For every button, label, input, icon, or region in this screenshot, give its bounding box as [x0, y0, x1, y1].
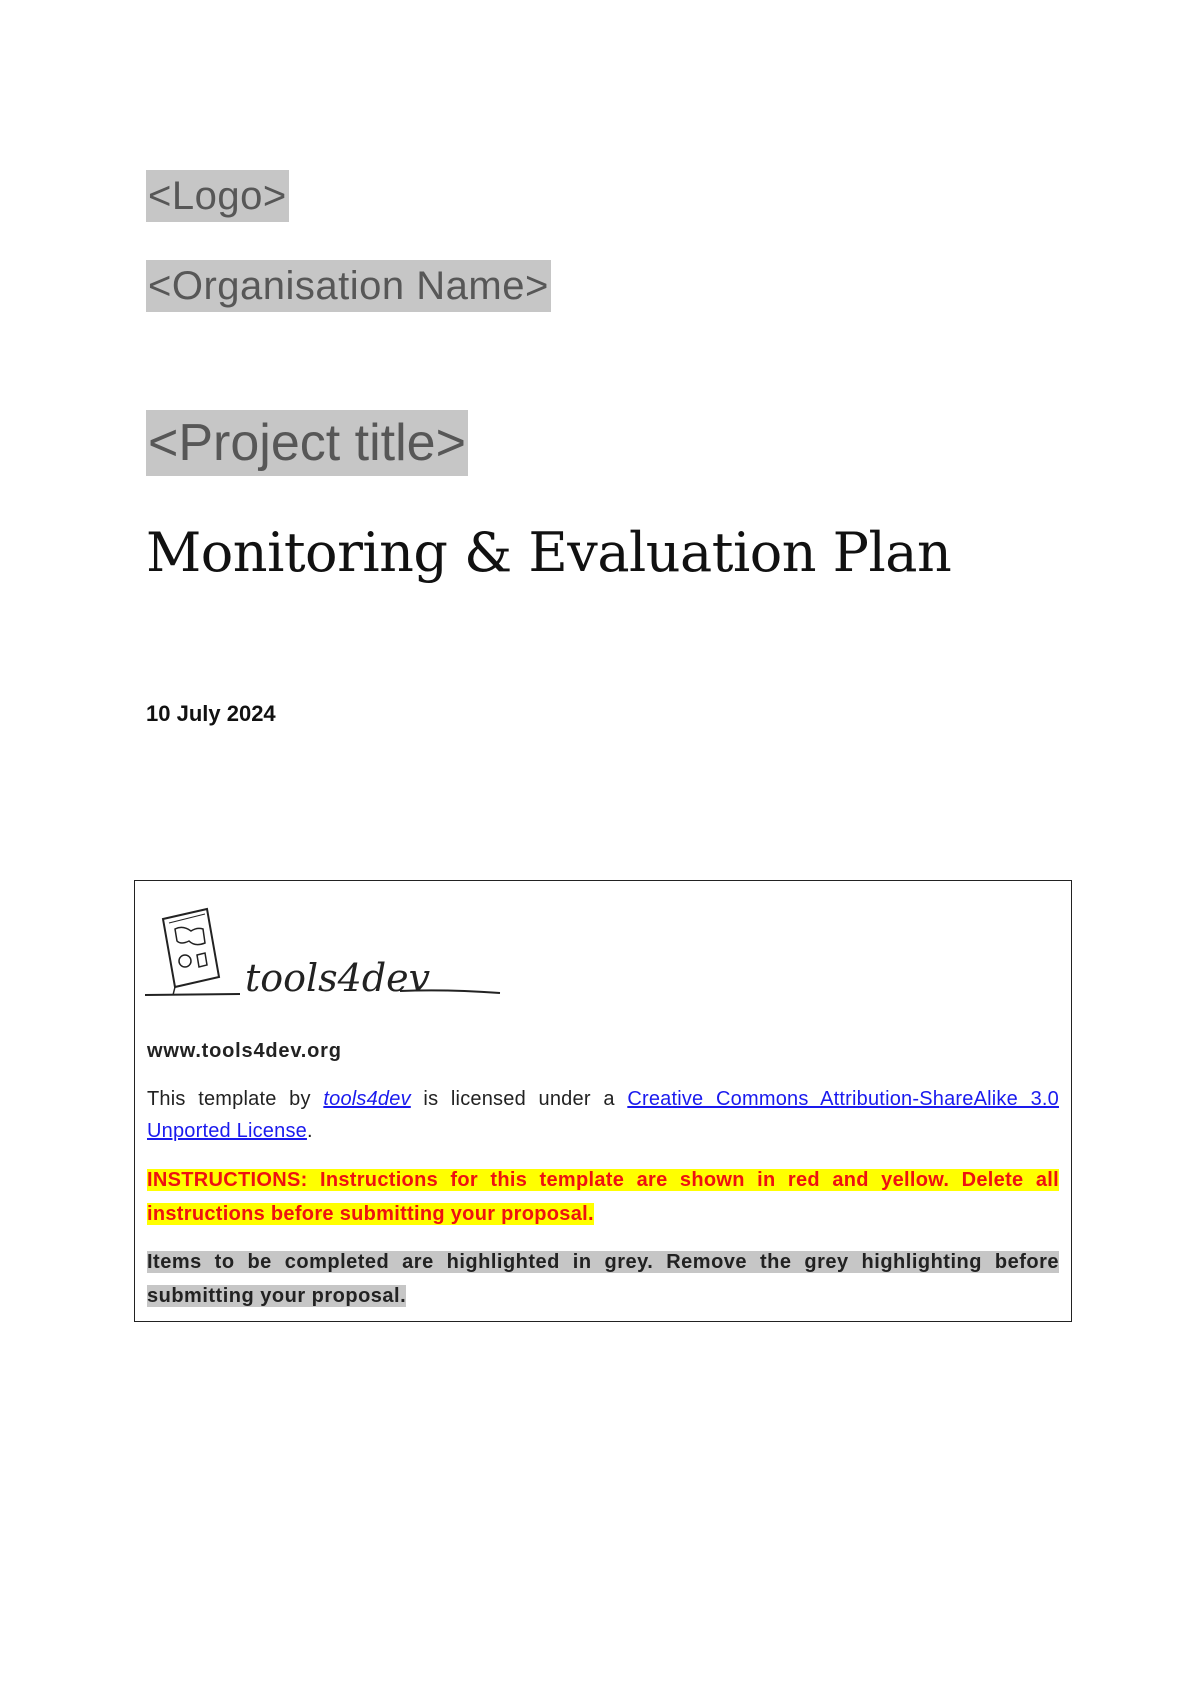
project-title-placeholder[interactable]: <Project title> [146, 410, 468, 476]
instructions-text: INSTRUCTIONS: Instructions for this template are shown in red and yellow. Delete all instructions before submitting your proposal. [147, 1169, 1059, 1225]
tools4dev-logo [145, 899, 505, 1009]
organisation-name-placeholder[interactable]: <Organisation Name> [146, 260, 551, 312]
instructions-note [147, 1163, 1059, 1231]
license-prefix: This template by [147, 1088, 324, 1110]
grey-note-text: Items to be completed are highlighted in grey. Remove the grey highlighting before submitting your proposal. [147, 1251, 1059, 1307]
website-url[interactable]: www.tools4dev.org [147, 1040, 342, 1062]
license-statement [147, 1083, 1059, 1147]
creative-commons-license-link[interactable]: Creative Commons Attribution-ShareAlike 3.0 Unported License [147, 1088, 1059, 1142]
license-middle: is licensed under a [410, 1088, 628, 1110]
tools4dev-link[interactable]: tools4dev [323, 1088, 411, 1110]
document-title: Monitoring & Evaluation Plan [146, 521, 952, 584]
license-suffix: . [306, 1120, 313, 1142]
license-box-content [147, 1037, 1059, 1313]
document-date: 10 July 2024 [146, 701, 276, 726]
license-box [134, 880, 1072, 1322]
logo-placeholder[interactable]: <Logo> [146, 170, 289, 222]
tools4dev-logo-text: tools4dev [245, 956, 431, 1000]
grey-highlight-note [147, 1245, 1059, 1313]
